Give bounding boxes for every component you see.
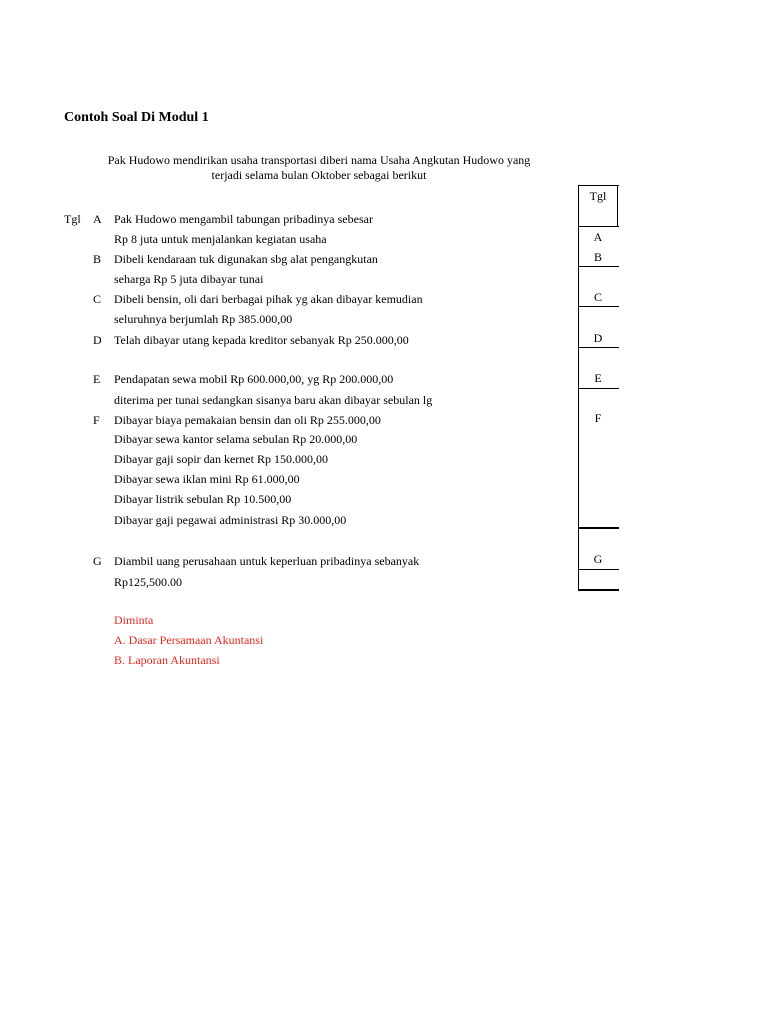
tgl-cell-f: F bbox=[594, 411, 602, 425]
tgl-row-divider bbox=[578, 306, 619, 307]
transaction-a-line-1: Pak Hudowo mengambil tabungan pribadinya sebesar bbox=[114, 212, 373, 226]
tgl-cell-e: E bbox=[594, 371, 602, 385]
tgl-cell-c: C bbox=[593, 290, 602, 304]
transaction-g-line-2: Rp125,500.00 bbox=[114, 575, 183, 589]
transaction-e-line-1: Pendapatan sewa mobil Rp 600.000,00, yg Rp 200.000,00 bbox=[114, 372, 394, 386]
tgl-row-divider bbox=[578, 527, 619, 529]
diminta-item-b: B. Laporan Akuntansi bbox=[114, 653, 220, 667]
transaction-a-line-2: Rp 8 juta untuk menjalankan kegiatan usaha bbox=[114, 232, 327, 246]
transaction-letter-e: E bbox=[93, 372, 101, 386]
tgl-header-bottom-border bbox=[578, 226, 619, 227]
transaction-f-line-3: Dibayar gaji sopir dan kernet Rp 150.000,00 bbox=[114, 452, 328, 466]
diminta-item-a: A. Dasar Persamaan Akuntansi bbox=[114, 633, 264, 647]
transaction-f-line-6: Dibayar gaji pegawai administrasi Rp 30.000,00 bbox=[114, 513, 347, 527]
tgl-cell-b: B bbox=[593, 250, 602, 264]
tgl-row-divider bbox=[578, 347, 619, 348]
transaction-e-line-2: diterima per tunai sedangkan sisanya baru akan dibayar sebulan lg bbox=[114, 393, 433, 407]
transaction-letter-d: D bbox=[93, 333, 102, 347]
transaction-letter-g: G bbox=[93, 554, 102, 568]
tgl-column-header: Tgl bbox=[589, 189, 607, 203]
tgl-row-divider bbox=[578, 266, 619, 267]
transaction-f-line-2: Dibayar sewa kantor selama sebulan Rp 20.000,00 bbox=[114, 432, 358, 446]
intro-line-1: Pak Hudowo mendirikan usaha transportasi diberi nama Usaha Angkutan Hudowo yang bbox=[107, 153, 531, 167]
intro-line-2: terjadi selama bulan Oktober sebagai berikut bbox=[211, 168, 427, 182]
transaction-letter-b: B bbox=[93, 252, 102, 266]
transaction-letter-f: F bbox=[93, 413, 100, 427]
tgl-cell-a: A bbox=[593, 230, 603, 244]
transaction-f-line-5: Dibayar listrik sebulan Rp 10.500,00 bbox=[114, 492, 292, 506]
transaction-c-line-2: seluruhnya berjumlah Rp 385.000,00 bbox=[114, 312, 293, 326]
transaction-b-line-1: Dibeli kendaraan tuk digunakan sbg alat pengangkutan bbox=[114, 252, 378, 266]
transaction-f-line-4: Dibayar sewa iklan mini Rp 61.000,00 bbox=[114, 472, 300, 486]
tgl-row-divider bbox=[578, 388, 619, 389]
page-title: Contoh Soal Di Modul 1 bbox=[64, 110, 209, 125]
transaction-letter-a: A bbox=[93, 212, 102, 226]
transaction-g-line-1: Diambil uang perusahaan untuk keperluan pribadinya sebanyak bbox=[114, 554, 420, 568]
tgl-header-top-border bbox=[578, 185, 619, 186]
transaction-c-line-1: Dibeli bensin, oli dari berbagai pihak yg akan dibayar kemudian bbox=[114, 292, 423, 306]
transaction-b-line-2: seharga Rp 5 juta dibayar tunai bbox=[114, 272, 264, 286]
diminta-label: Diminta bbox=[114, 613, 154, 627]
transaction-f-line-1: Dibayar biaya pemakaian bensin dan oli Rp 255.000,00 bbox=[114, 413, 381, 427]
transaction-d-line-1: Telah dibayar utang kepada kreditor sebanyak Rp 250.000,00 bbox=[114, 333, 409, 347]
tgl-cell-d: D bbox=[593, 331, 603, 345]
transaction-letter-c: C bbox=[93, 292, 102, 306]
tgl-column-bottom-border bbox=[578, 589, 619, 591]
tgl-label: Tgl bbox=[64, 212, 81, 226]
tgl-cell-g: G bbox=[593, 552, 603, 566]
tgl-row-divider bbox=[578, 569, 619, 570]
